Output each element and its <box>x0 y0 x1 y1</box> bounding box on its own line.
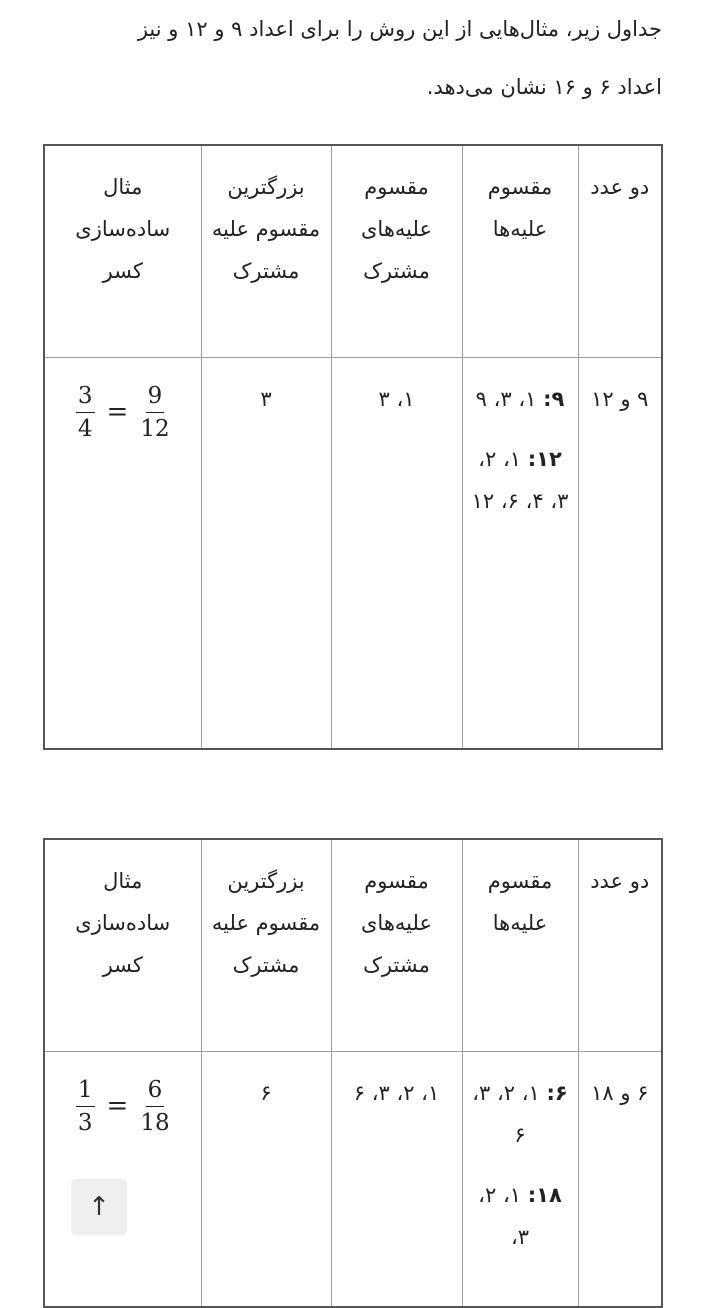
intro-line-2: اعداد ۶ و ۱۶ نشان می‌دهد. <box>426 75 662 99</box>
cell-numbers: ۹ و ۱۲ <box>578 357 662 749</box>
divisor-label-b: ۱۸: <box>527 1182 562 1207</box>
fraction-denominator: 12 <box>140 415 170 442</box>
cell-gcd: ۳ <box>201 357 331 749</box>
intro-paragraph <box>40 0 662 116</box>
fraction-original <box>140 380 169 445</box>
header-gcd: بزرگترین مقسوم علیه مشترک <box>201 145 331 357</box>
divisors-table-9-12 <box>43 144 663 750</box>
header-divisors: مقسوم علیه‌ها <box>462 839 578 1051</box>
divisor-values-a: ۱، ۲، ۳، ۶ <box>472 1080 540 1147</box>
table-row <box>44 1051 662 1307</box>
fraction-denominator: 3 <box>77 1109 93 1136</box>
header-gcd: بزرگترین مقسوم علیه مشترک <box>201 839 331 1051</box>
fraction-denominator: 4 <box>77 415 93 442</box>
fraction-numerator: 6 <box>146 1074 165 1107</box>
intro-line-1: جداول زیر، مثال‌هایی از این روش را برای اعداد ۹ و ۱۲ و نیز <box>137 17 662 41</box>
divisor-label-a: ۶: <box>546 1080 568 1105</box>
cell-common-divisors: ۱، ۲، ۳، ۶ <box>331 1051 462 1307</box>
fraction-numerator: 3 <box>76 380 95 413</box>
divisor-values-b: ۱، ۲، ۳، ۴، ۶، ۱۲ <box>471 446 569 513</box>
header-two-numbers: دو عدد <box>578 145 662 357</box>
table-header-row <box>44 145 662 357</box>
cell-simplify-example <box>44 357 201 749</box>
header-simplify-example: مثال ساده‌سازی کسر <box>44 839 201 1051</box>
equals-sign: = <box>106 1091 129 1121</box>
header-common-divisors: مقسوم علیه‌های مشترک <box>331 145 462 357</box>
scroll-to-top-button[interactable] <box>71 1179 127 1235</box>
header-two-numbers: دو عدد <box>578 839 662 1051</box>
fraction-numerator: 9 <box>146 380 165 413</box>
cell-common-divisors: ۱، ۳ <box>331 357 462 749</box>
divisor-label-a: ۹: <box>543 386 565 411</box>
divisor-label-b: ۱۲: <box>527 446 562 471</box>
equals-sign: = <box>106 397 129 427</box>
fraction-simplified <box>76 380 95 445</box>
header-divisors: مقسوم علیه‌ها <box>462 145 578 357</box>
fraction-equation <box>53 1072 193 1139</box>
fraction-simplified <box>76 1074 95 1139</box>
divisors-table-6-18 <box>43 838 663 1308</box>
cell-divisors <box>462 1051 578 1307</box>
cell-simplify-example <box>44 1051 201 1307</box>
fraction-original <box>140 1074 169 1139</box>
divisor-values-b: ۱، ۲، ۳، <box>478 1182 530 1249</box>
fraction-equation <box>53 378 193 445</box>
divisor-values-a: ۱، ۳، ۹ <box>475 386 537 411</box>
table-header-row <box>44 839 662 1051</box>
cell-numbers: ۶ و ۱۸ <box>578 1051 662 1307</box>
cell-divisors <box>462 357 578 749</box>
fraction-numerator: 1 <box>76 1074 95 1107</box>
cell-gcd: ۶ <box>201 1051 331 1307</box>
header-simplify-example: مثال ساده‌سازی کسر <box>44 145 201 357</box>
table-row <box>44 357 662 749</box>
header-common-divisors: مقسوم علیه‌های مشترک <box>331 839 462 1051</box>
fraction-denominator: 18 <box>140 1109 170 1136</box>
arrow-up-icon: ↑ <box>88 1191 110 1222</box>
